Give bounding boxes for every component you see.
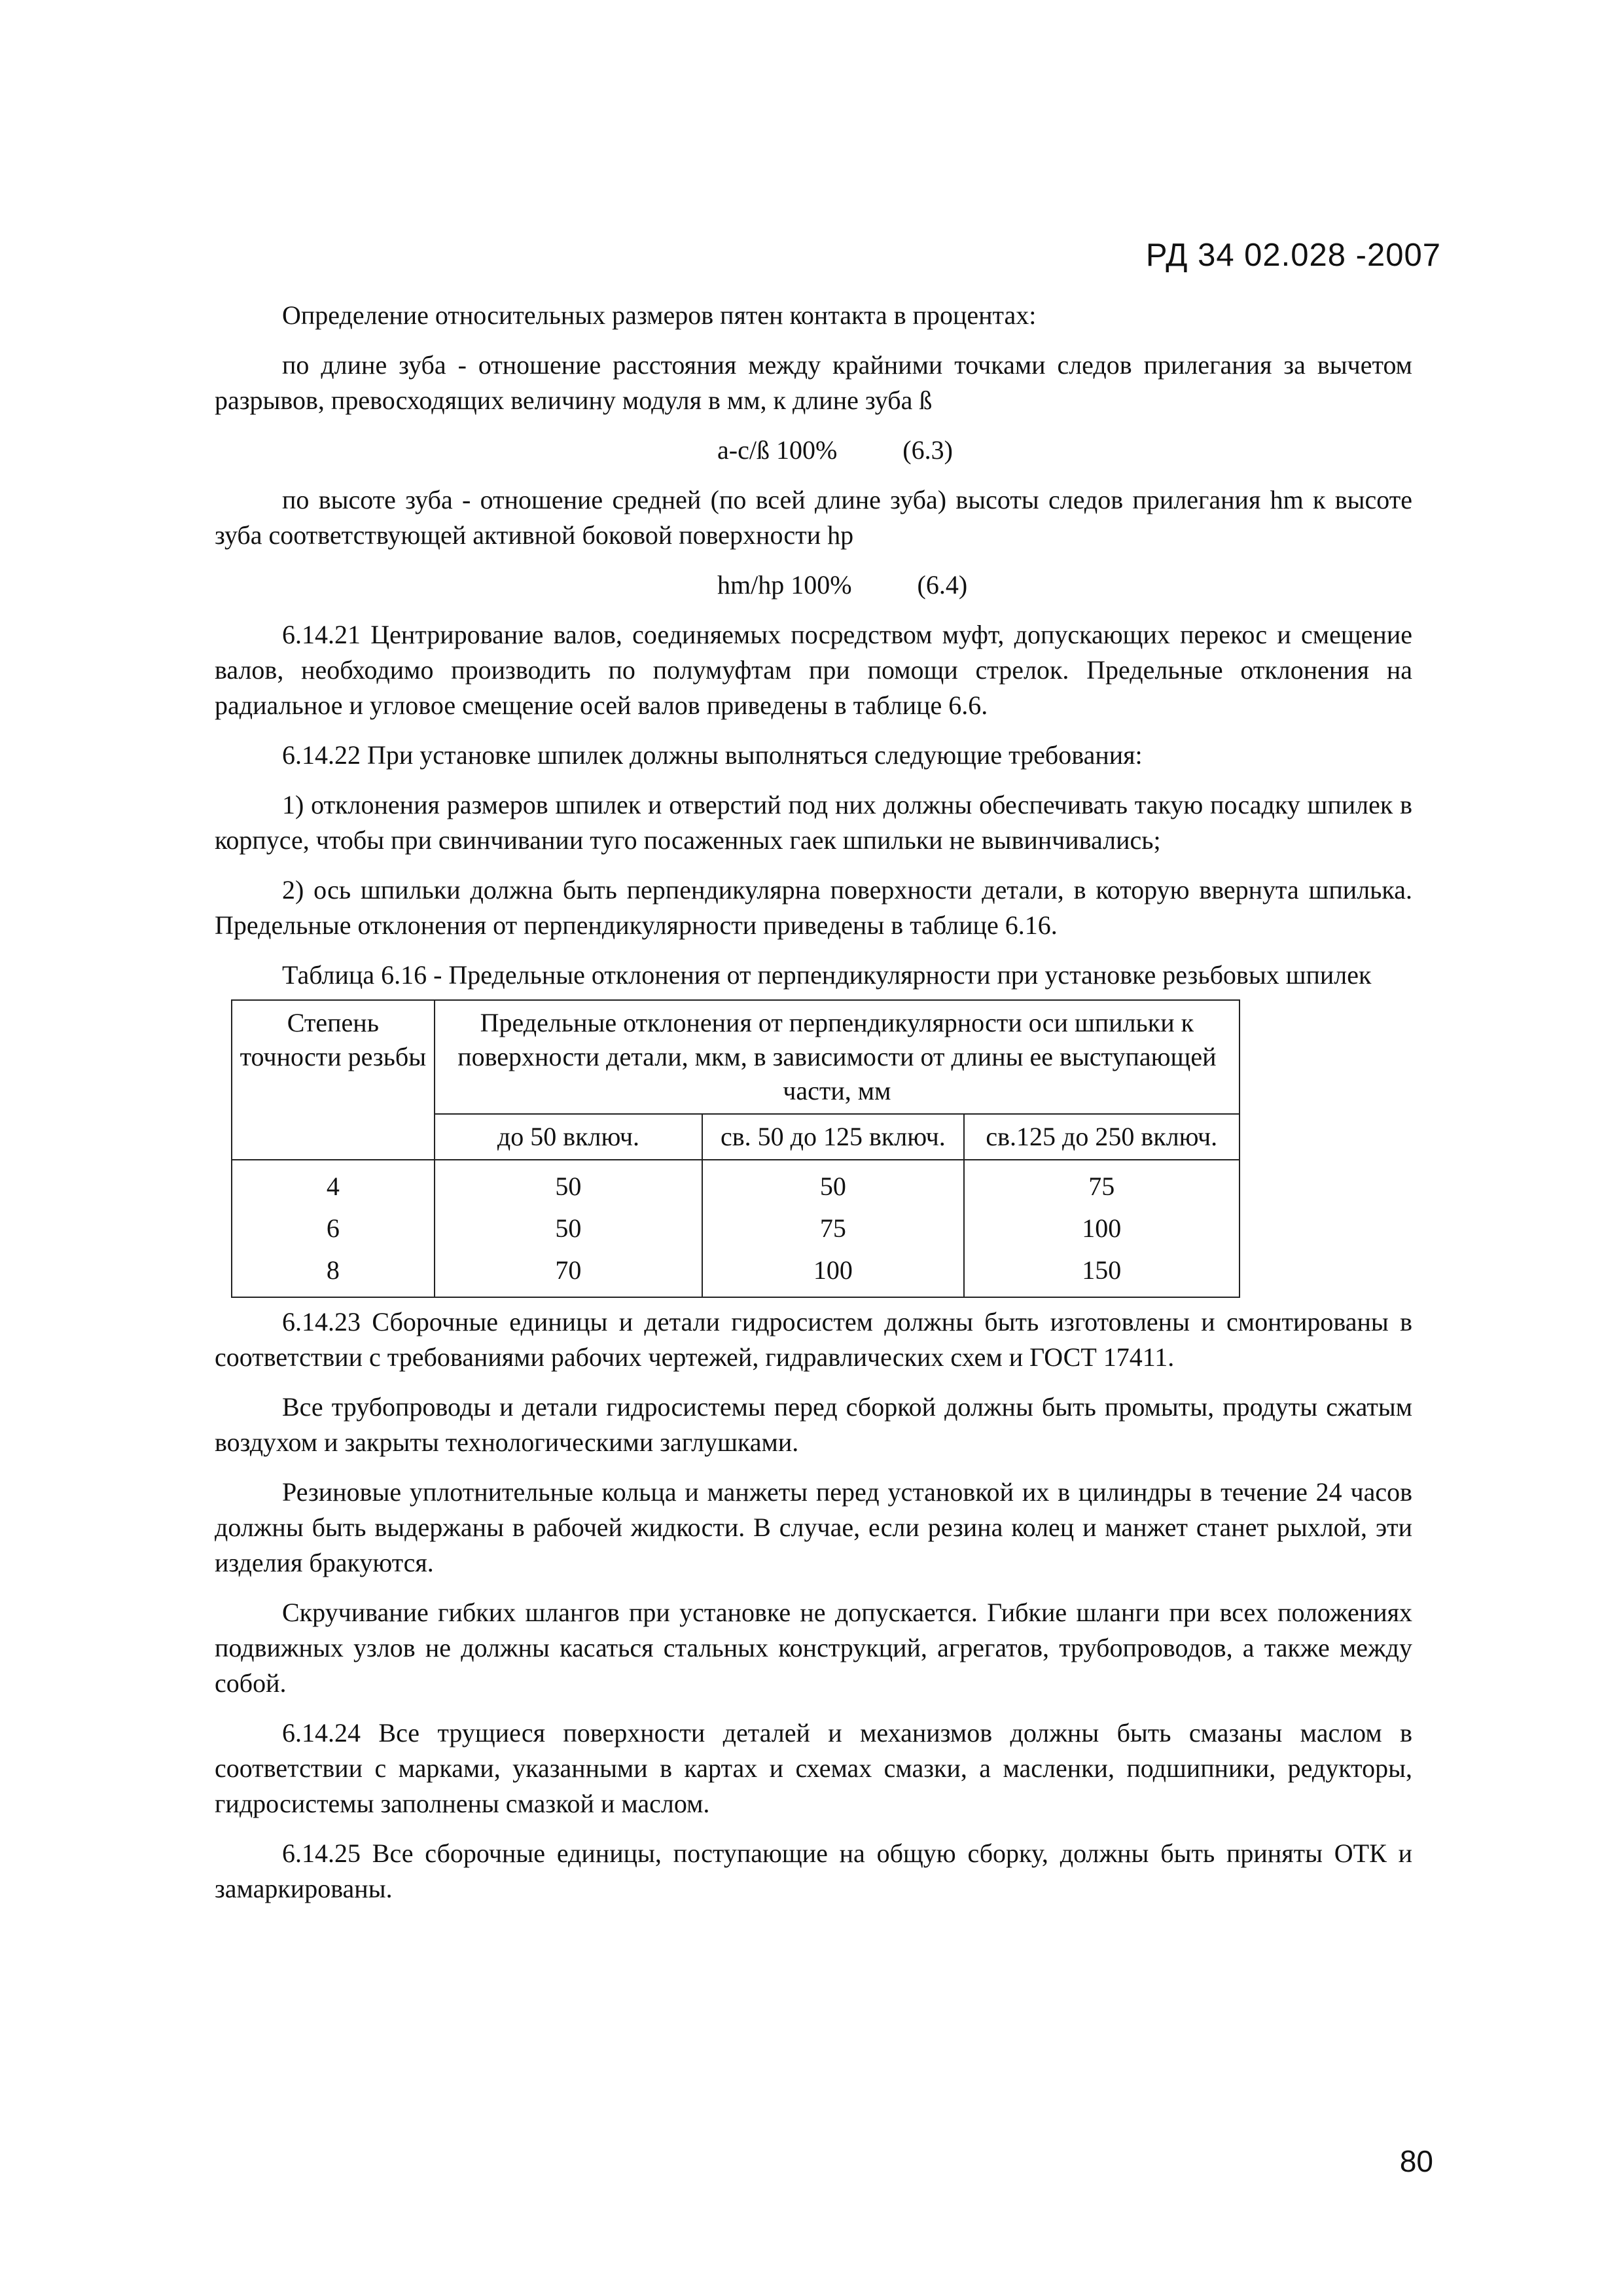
paragraph-rubber-rings: Резиновые уплотнительные кольца и манжеты перед установкой их в цилиндры в течение 24 часов должны быть выдержаны в рабочей жидкости. В случае, если резина колец и манжет станет рыхлой, эти изделия бракуются. (215, 1477, 1412, 1577)
formula-6-4-number: (6.4) (917, 570, 968, 600)
table-cell: 50 (435, 1208, 702, 1249)
formula-6-4 (215, 567, 1412, 603)
formula-6-4-expression: hm/hp 100% (717, 570, 852, 600)
table-cell: 50 (435, 1160, 702, 1208)
paragraph-tooth-length: по длине зуба - отношение расстояния между крайними точками следов прилегания за вычетом разрывов, превосходящих величину модуля в мм, к длине зуба ß (215, 350, 1412, 415)
formula-6-3 (215, 433, 1412, 468)
paragraph-tooth-height: по высоте зуба - отношение средней (по всей длине зуба) высоты следов прилегания hm к высоте зуба соответствующей активной боковой поверхности hp (215, 485, 1412, 550)
table-cell: 100 (964, 1208, 1240, 1249)
table-cell: 150 (964, 1249, 1240, 1297)
table-row (232, 1160, 1240, 1208)
document-code: РД 34 02.028 -2007 (1145, 238, 1441, 273)
formula-6-3-expression: а-с/ß 100% (717, 435, 838, 465)
table-row (232, 1208, 1240, 1249)
paragraph-requirement-1: 1) отклонения размеров шпилек и отверстий под них должны обеспечивать такую посадку шпилек в корпусе, чтобы при свинчивании туго посаженных гаек шпильки не вывинчивались; (215, 790, 1412, 855)
table-cell: 75 (702, 1208, 963, 1249)
paragraph-6-14-25: 6.14.25 Все сборочные единицы, поступающие на общую сборку, должны быть приняты ОТК и замаркированы. (215, 1839, 1412, 1903)
paragraph-6-14-21: 6.14.21 Центрирование валов, соединяемых посредством муфт, допускающих перекос и смещение валов, необходимо производить по полумуфтам при помощи стрелок. Предельные отклонения на радиальное и угловое смещение осей валов приведены в таблице 6.6. (215, 620, 1412, 720)
table-cell: 75 (964, 1160, 1240, 1208)
table-subheader-up-to-50: до 50 включ. (435, 1114, 702, 1160)
table-cell: 6 (232, 1208, 435, 1249)
table-cell: 100 (702, 1249, 963, 1297)
table-cell: 4 (232, 1160, 435, 1208)
paragraph-definition: Определение относительных размеров пятен контакта в процентах: (282, 300, 1037, 330)
page-number: 80 (1399, 2144, 1433, 2178)
table-cell: 50 (702, 1160, 963, 1208)
table-cell: 8 (232, 1249, 435, 1297)
paragraph-6-14-23: 6.14.23 Сборочные единицы и детали гидросистем должны быть изготовлены и смонтированы в соответствии с требованиями рабочих чертежей, гидравлических схем и ГОСТ 17411. (215, 1307, 1412, 1372)
formula-6-3-number: (6.3) (902, 435, 953, 465)
page-content (215, 298, 1412, 1921)
table-cell: 70 (435, 1249, 702, 1297)
paragraph-6-14-24: 6.14.24 Все трущиеся поверхности деталей и механизмов должны быть смазаны маслом в соответствии с марками, указанными в картах и схемах смазки, а масленки, подшипники, редукторы, гидросистемы заполнены смазкой и маслом. (215, 1718, 1412, 1818)
table-header-row (232, 1000, 1240, 1114)
table-subheader-50-125: св. 50 до 125 включ. (702, 1114, 963, 1160)
table-header-thread-accuracy: Степень точности резьбы (232, 1000, 435, 1160)
table-subheader-125-250: св.125 до 250 включ. (964, 1114, 1240, 1160)
table-6-16 (231, 999, 1240, 1298)
paragraph-6-14-22: 6.14.22 При установке шпилек должны выполняться следующие требования: (282, 740, 1143, 770)
table-header-deviation: Предельные отклонения от перпендикулярности оси шпильки к поверхности детали, мкм, в зависимости от длины ее выступающей части, мм (435, 1000, 1240, 1114)
paragraph-requirement-2: 2) ось шпильки должна быть перпендикулярна поверхности детали, в которую ввернута шпилька. Предельные отклонения от перпендикулярности приведены в таблице 6.16. (215, 875, 1412, 940)
table-caption: Таблица 6.16 - Предельные отклонения от перпендикулярности при установке резьбовых шпилек (282, 960, 1372, 990)
paragraph-hoses: Скручивание гибких шлангов при установке не допускается. Гибкие шланги при всех положениях подвижных узлов не должны касаться стальных конструкций, агрегатов, трубопроводов, а также между собой. (215, 1598, 1412, 1698)
table-row (232, 1249, 1240, 1297)
paragraph-pipelines: Все трубопроводы и детали гидросистемы перед сборкой должны быть промыты, продуты сжатым воздухом и закрыты технологическими заглушками. (215, 1392, 1412, 1457)
